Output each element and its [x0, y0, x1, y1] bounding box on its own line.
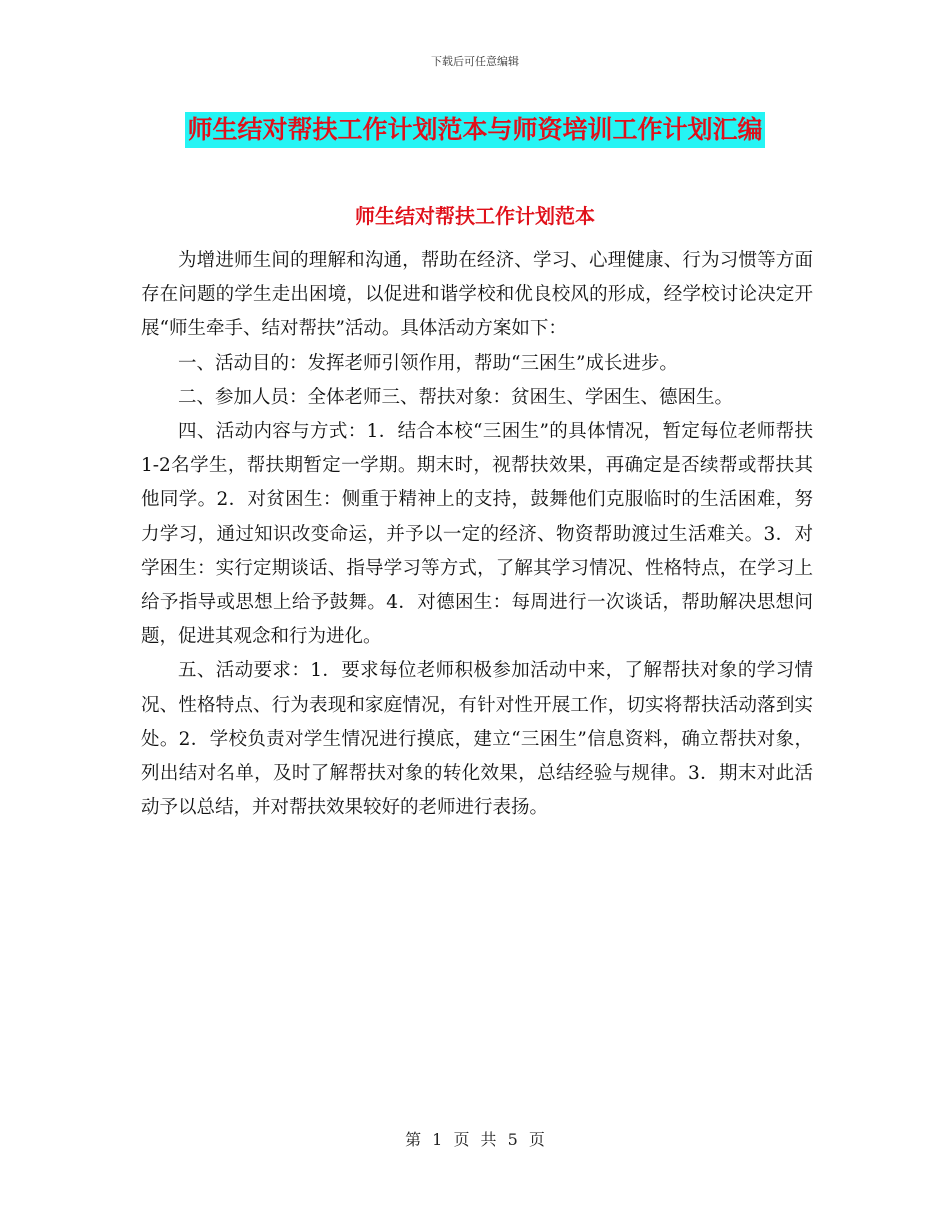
paragraph-participants: 二、参加人员：全体老师三、帮扶对象：贫困生、学困生、德困生。 — [178, 386, 734, 408]
main-title-container — [0, 112, 950, 148]
header-note: 下载后可任意编辑 — [431, 55, 519, 68]
paragraph-purpose: 一、活动目的：发挥老师引领作用，帮助“三困生”成长进步。 — [178, 352, 678, 374]
paragraph-intro: 为增进师生间的理解和沟通，帮助在经济、学习、心理健康、行为习惯等方面存在问题的学生走出困境，以促进和谐学校和优良校风的形成，经学校讨论决定开展“师生牵手、结对帮扶”活动。具体活动方案如下： — [141, 250, 813, 340]
section-title: 师生结对帮扶工作计划范本 — [355, 204, 595, 228]
paragraph-content-methods: 四、活动内容与方式：1．结合本校“三困生”的具体情况，暂定每位老师帮扶1-2名学生，帮扶期暂定一学期。期末时，视帮扶效果，再确定是否续帮或帮扶其他同学。2．对贫困生：侧重于精神上的支持，鼓舞他们克服临时的生活困难，努力学习，通过知识改变命运，并予以一定的经济、物资帮助渡过生活难关。3．对学困生：实行定期谈话、指导学习等方式，了解其学习情况、性格特点，在学习上给予指导或思想上给予鼓舞。4．对德困生：每周进行一次谈话，帮助解决思想问题，促进其观念和行为进化。 — [141, 421, 813, 648]
page-number: 第 1 页 共 5 页 — [405, 1130, 545, 1149]
document-main-title: 师生结对帮扶工作计划范本与师资培训工作计划汇编 — [185, 112, 764, 148]
paragraph-requirements: 五、活动要求：1．要求每位老师积极参加活动中来，了解帮扶对象的学习情况、性格特点、行为表现和家庭情况，有针对性开展工作，切实将帮扶活动落到实处。2．学校负责对学生情况进行摸底，建立“三困生”信息资料，确立帮扶对象，列出结对名单，及时了解帮扶对象的转化效果，总结经验与规律。3．期末对此活动予以总结，并对帮扶效果较好的老师进行表扬。 — [141, 660, 813, 819]
document-body — [141, 244, 813, 825]
